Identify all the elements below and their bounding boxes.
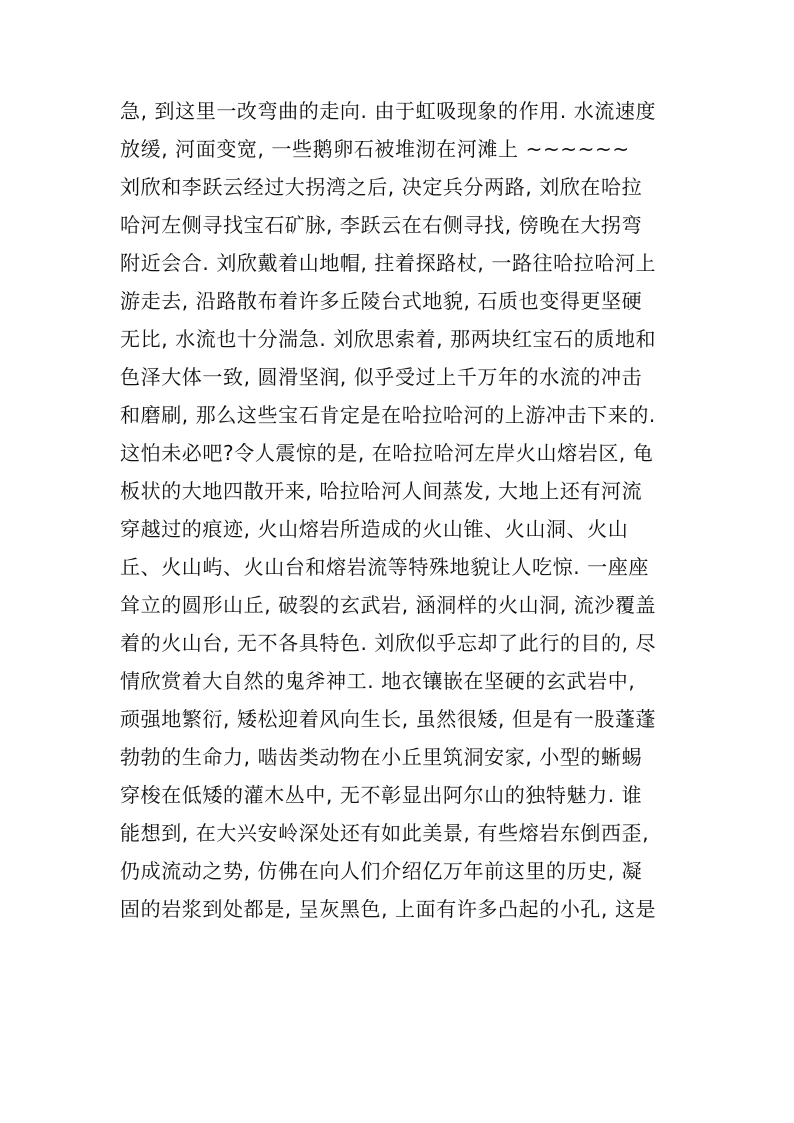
text-line: 固的岩浆到处都是, 呈灰黑色, 上面有许多凸起的小孔, 这是 — [120, 897, 657, 921]
text-line: 耸立的圆形山丘, 破裂的玄武岩, 涵洞样的火山洞, 流沙覆盖 — [120, 593, 657, 617]
text-line: 顽强地繁衍, 矮松迎着风向生长, 虽然很矮, 但是有一股蓬蓬 — [120, 707, 657, 731]
text-line: 情欣赏着大自然的鬼斧神工. 地衣镶嵌在坚硬的玄武岩中, — [120, 669, 636, 693]
text-line: 色泽大体一致, 圆滑坚润, 似乎受过上千万年的水流的冲击 — [120, 365, 643, 389]
text-line: 穿梭在低矮的灌木丛中, 无不彰显出阿尔山的独特魅力. 谁 — [120, 783, 643, 807]
text-line: 能想到, 在大兴安岭深处还有如此美景, 有些熔岩东倒西歪, — [120, 821, 650, 845]
text-line: 急, 到这里一改弯曲的走向. 由于虹吸现象的作用. 水流速度 — [120, 99, 657, 123]
text-line: 游走去, 沿路散布着许多丘陵台式地貌, 石质也变得更坚硬 — [120, 289, 643, 313]
text-line: 勃勃的生命力, 啮齿类动物在小丘里筑洞安家, 小型的蜥蜴 — [120, 745, 643, 769]
text-line: 哈河左侧寻找宝石矿脉, 李跃云在右侧寻找, 傍晚在大拐弯 — [120, 213, 643, 237]
text-line: 仍成流动之势, 仿佛在向人们介绍亿万年前这里的历史, 凝 — [120, 859, 643, 883]
text-line: 和磨刷, 那么这些宝石肯定是在哈拉哈河的上游冲击下来的. — [120, 403, 656, 427]
text-line: 板状的大地四散开来, 哈拉哈河人间蒸发, 大地上还有河流 — [120, 479, 643, 503]
text-line: 穿越过的痕迹, 火山熔岩所造成的火山锥、火山洞、火山 — [120, 517, 629, 541]
text-line: 着的火山台, 无不各具特色. 刘欣似乎忘却了此行的目的, 尽 — [120, 631, 657, 655]
text-line: 附近会合. 刘欣戴着山地帽, 拄着探路杖, 一路往哈拉哈河上 — [120, 251, 657, 275]
text-line: 丘、火山屿、火山台和熔岩流等特殊地貌让人吃惊. 一座座 — [120, 555, 649, 579]
text-line: 放缓, 河面变宽, 一些鹅卵石被堆沏在河滩上 ~~~~~~ — [120, 137, 630, 161]
text-line: 这怕未必吧?令人震惊的是, 在哈拉哈河左岸火山熔岩区, 龟 — [120, 441, 654, 465]
text-line: 刘欣和李跃云经过大拐湾之后, 决定兵分两路, 刘欣在哈拉 — [120, 175, 643, 199]
text-line: 无比, 水流也十分湍急. 刘欣思索着, 那两块红宝石的质地和 — [120, 327, 657, 351]
